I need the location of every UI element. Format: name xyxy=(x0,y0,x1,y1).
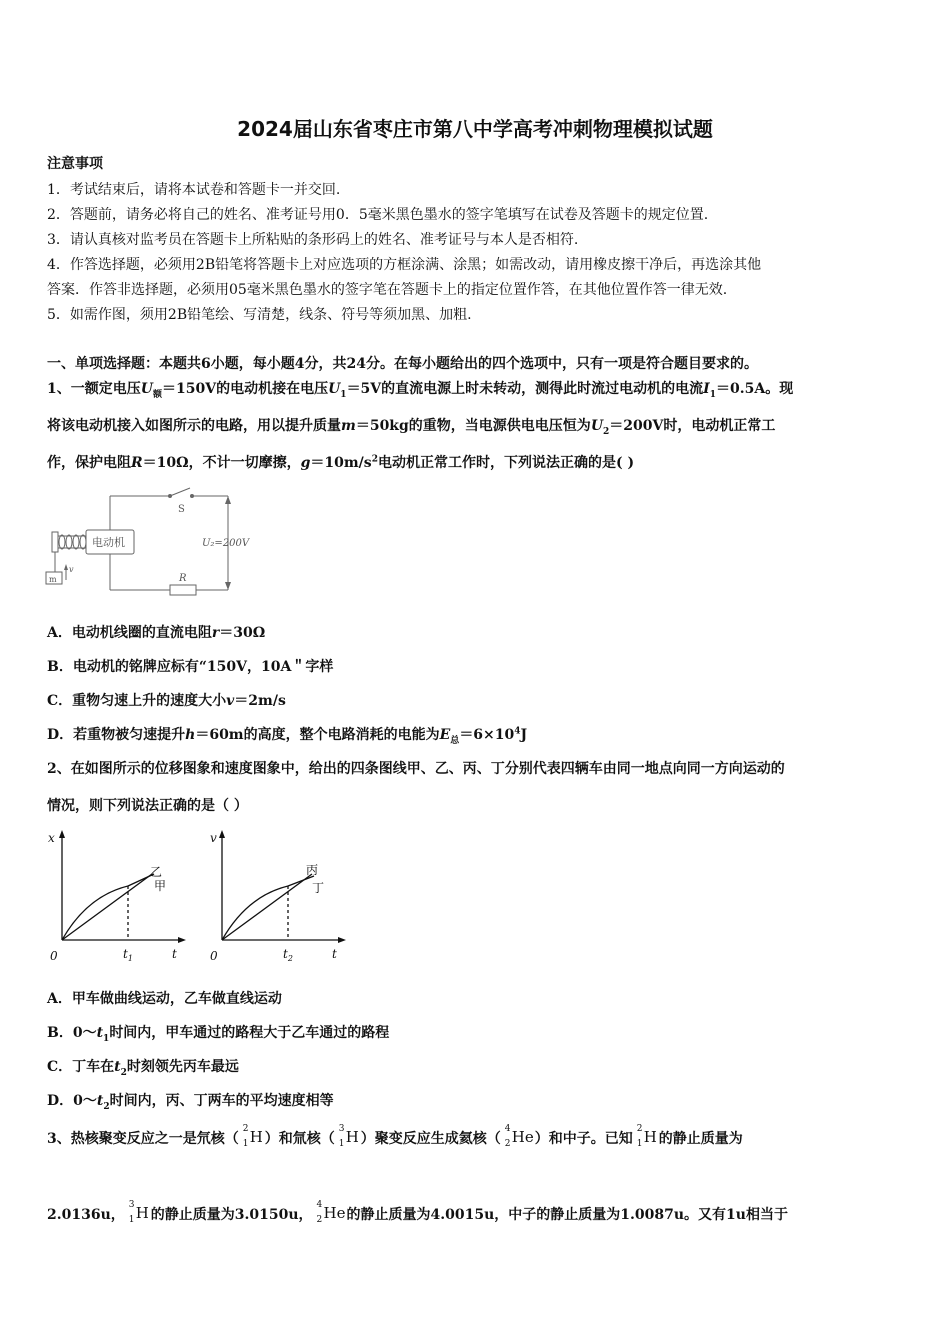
graph1-curve-a: 乙 xyxy=(150,865,163,879)
graph2-x-label: t xyxy=(332,947,337,961)
q1-line-2: 将该电动机接入如图所示的电路，用以提升质量m＝50kg的重物，当电源供电电压恒为$U_2=200V$时，电动机正常工 xyxy=(47,418,776,437)
helium-symbol: 4 2 He xyxy=(504,1124,534,1149)
motor-label: 电动机 xyxy=(92,536,125,549)
graph2-curve-a: 丙 xyxy=(306,863,319,877)
graph2-y-label: v xyxy=(210,831,217,845)
arrow-up-icon xyxy=(225,496,231,504)
notice-heading: 注意事项 xyxy=(47,156,103,172)
resistor-symbol xyxy=(170,585,196,595)
velocity-label: v xyxy=(69,565,74,574)
notice-item: 3．请认真核对监考员在答题卡上所粘贴的条形码上的姓名、准考证号与本人是否相符. xyxy=(47,232,579,248)
q1-option-d: D．若重物被匀速提升h＝60m的高度，整个电路消耗的电能为$E_总=6\times 10^4J$ xyxy=(47,726,528,746)
notice-item: 1．考试结束后，请将本试卷和答题卡一并交回. xyxy=(47,182,341,198)
graph1-y-label: x xyxy=(48,831,55,845)
graph1-t-label: $t_1$ xyxy=(123,947,133,963)
q1-option-b: B．电动机的铭牌应标有“150V，10A＂字样 xyxy=(47,659,334,675)
arrow-right-icon xyxy=(338,937,346,943)
section-heading: 一、单项选择题：本题共6小题，每小题4分，共24分。在每小题给出的四个选项中，只有一项是符合题目要求的。 xyxy=(47,356,758,372)
arrow-down-icon xyxy=(225,582,231,590)
voltage-label: U₂=200V xyxy=(202,538,250,549)
helium-symbol: 4 2 He xyxy=(316,1200,346,1225)
graph1-curve-b: 甲 xyxy=(154,879,167,893)
notice-item: 答案．作答非选择题，必须用05毫米黑色墨水的签字笔在答题卡上的指定位置作答，在其他位置作答一律无效. xyxy=(47,282,728,298)
curve-jia xyxy=(62,886,128,940)
q2-option-a: A．甲车做曲线运动，乙车做直线运动 xyxy=(47,991,282,1007)
mass-label: m xyxy=(49,575,57,584)
switch-contact xyxy=(190,494,194,498)
graph2-curve-b: 丁 xyxy=(312,881,325,895)
notice-item: 5．如需作图，须用2B铅笔绘、写清楚，线条、符号等须加黑、加粗. xyxy=(47,307,472,323)
q2-line-1: 2、在如图所示的位移图象和速度图象中，给出的四条图线甲、乙、丙、丁分别代表四辆车由同一地点向同一方向运动的 xyxy=(47,761,785,777)
page-title: 2024届山东省枣庄市第八中学高考冲刺物理模拟试题 xyxy=(237,117,713,141)
q1-option-a: A．电动机线圈的直流电阻r＝30Ω xyxy=(47,625,266,641)
line-bing xyxy=(222,874,312,940)
q2-option-d: D．$0\sim t_2$时间内，丙、丁两车的平均速度相等 xyxy=(47,1093,334,1112)
arrow-up-icon xyxy=(219,830,225,838)
q2-option-b: B．$0\sim t_1$时间内，甲车通过的路程大于乙车通过的路程 xyxy=(47,1025,390,1044)
arrow-right-icon xyxy=(178,937,186,943)
q3-line-1: 3、热核聚变反应之一是氘核（ 2 1 H ）和氚核（ 3 1 H ）聚变反应生成氦核（ 4 2 He ）和中子。已知 2 1 H 的静止质量为 xyxy=(47,1124,743,1149)
tritium-symbol: 3 1 H xyxy=(338,1124,359,1149)
velocity-arrow-icon xyxy=(64,564,68,570)
line-yi xyxy=(62,874,152,940)
q1-line-1: 1、一额定电压$U_额=150V$的电动机接在电压$U_1=5V$的直流电源上时未转动，测得此时流过电动机的电流$I_1=0.5A$。现 xyxy=(47,381,794,400)
graph1-origin: 0 xyxy=(50,949,58,963)
graph2-t-label: $t_2$ xyxy=(283,947,293,963)
deuterium-symbol: 2 1 H xyxy=(242,1124,263,1149)
arrow-up-icon xyxy=(59,830,65,838)
resistor-label: R xyxy=(179,573,187,584)
graph1-x-label: t xyxy=(172,947,177,961)
q2-line-2: 情况，则下列说法正确的是（ ） xyxy=(47,798,248,814)
notice-item: 2．答题前，请务必将自己的姓名、准考证号用0．5毫米黑色墨水的签字笔填写在试卷及答题卡的规定位置. xyxy=(47,207,709,223)
q1-option-c: C．重物匀速上升的速度大小v＝2m/s xyxy=(47,693,286,709)
deuterium-symbol: 2 1 H xyxy=(636,1124,657,1149)
q1-line-3: 作，保护电阻R＝10Ω，不计一切摩擦，$g=10m/s^2$电动机正常工作时，下列说法正确的是( ) xyxy=(47,454,635,471)
switch-blade xyxy=(170,488,190,496)
switch-label: S xyxy=(178,504,185,515)
q3-line-2: 2.0136u， 3 1 H 的静止质量为3.0150u， 4 2 He 的静止质量为4.0015u，中子的静止质量为1.0087u。又有1u相当于 xyxy=(47,1200,788,1225)
q1-circuit-diagram xyxy=(42,486,262,598)
q2-option-c: C．丁车在$t_2$时刻领先丙车最远 xyxy=(47,1059,239,1078)
switch-contact xyxy=(168,494,172,498)
graph2-origin: 0 xyxy=(210,949,218,963)
curve-ding xyxy=(222,886,288,940)
q2-motion-graphs xyxy=(42,826,352,968)
notice-item: 4．作答选择题，必须用2B铅笔将答题卡上对应选项的方框涂满、涂黑；如需改动，请用橡皮擦干净后，再选涂其他 xyxy=(47,257,762,273)
tritium-symbol: 3 1 H xyxy=(128,1200,149,1225)
